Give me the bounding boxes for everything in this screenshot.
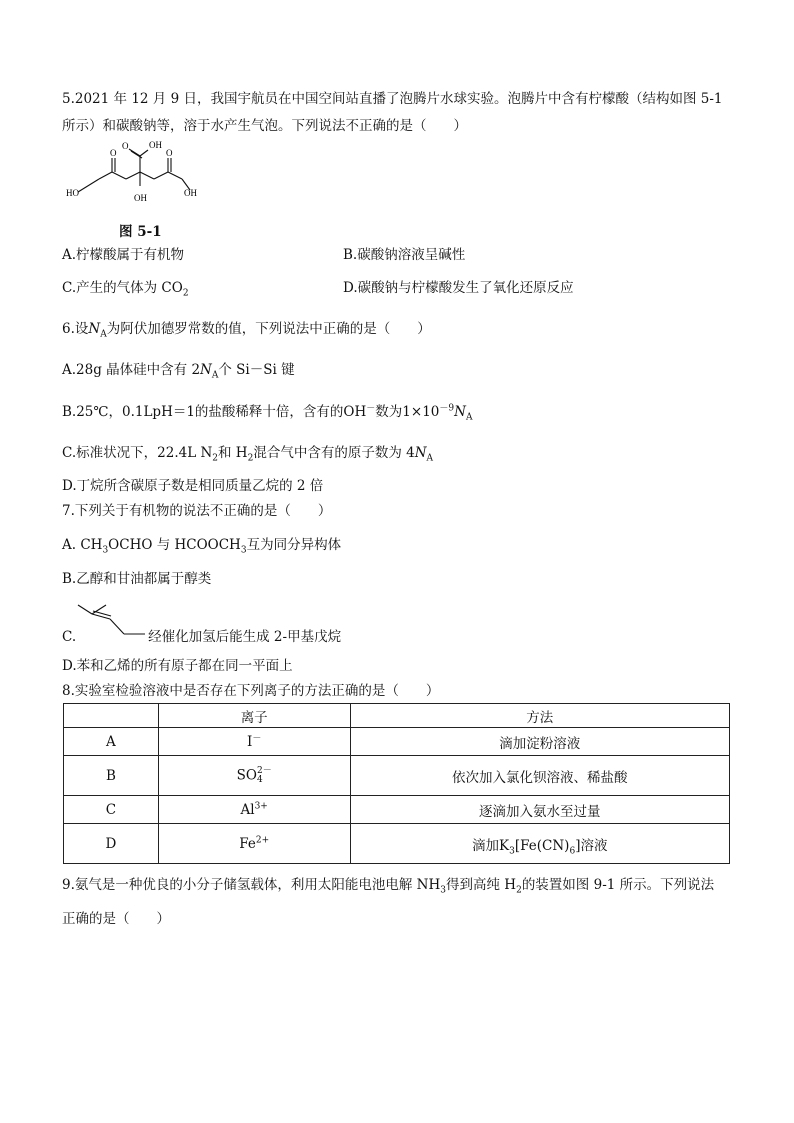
row-method: 逐滴加入氨水至过量 (350, 796, 729, 824)
header-method: 方法 (350, 704, 729, 728)
citric-oh-bottom: OH (134, 193, 147, 203)
citric-o-left: O (110, 148, 117, 158)
q7-option-a: A. $CH_3OCHO$ 与 $HCOOCH_3$互为同分异构体 (62, 537, 342, 556)
citric-oh-top: OH (149, 140, 162, 150)
row-method: 依次加入氯化钡溶液、稀盐酸 (350, 756, 729, 796)
q8-table (63, 703, 730, 864)
q5-stem-line2: 所示）和碳酸钠等，溶于水产生气泡。下列说法不正确的是（ ） (62, 118, 467, 134)
q5-option-d: D.碳酸钠与柠檬酸发生了氧化还原反应 (343, 280, 574, 296)
q5-option-b: B.碳酸钠溶液呈碱性 (343, 247, 466, 263)
q7-option-b: B.乙醇和甘油都属于醇类 (62, 571, 212, 587)
table-row (64, 728, 730, 756)
figure-5-1-label: 图 5-1 (119, 224, 162, 240)
q6-option-b: B.25℃，0.1LpH＝1的盐酸稀释十倍，含有的OH－数为$1\times 10^{-9}N_A$ (62, 403, 473, 423)
q8-stem: 8.实验室检验溶液中是否存在下列离子的方法正确的是（ ） (62, 683, 440, 699)
row-label: B (64, 756, 159, 796)
row-ion: SO2－ 4 (158, 756, 350, 796)
q7-stem: 7.下列关于有机物的说法不正确的是（ ） (62, 503, 332, 519)
header-blank (64, 704, 159, 728)
citric-o-top: O (122, 141, 129, 151)
citric-o-right: O (166, 148, 173, 158)
row-ion: I－ (158, 728, 350, 756)
table-row (64, 796, 730, 824)
row-method: 滴加淀粉溶液 (350, 728, 729, 756)
q7-option-d: D.苯和乙烯的所有原子都在同一平面上 (62, 658, 293, 674)
q9-stem-line2: 正确的是（ ） (62, 911, 170, 927)
q5-option-c: C.产生的气体为 $CO_2$ (62, 280, 189, 299)
header-ion: 离子 (158, 704, 350, 728)
table-header-row (64, 704, 730, 728)
q6-option-d: D.丁烷所含碳原子数是相同质量乙烷的 2 倍 (62, 478, 324, 494)
q9-stem-line1: 9.氨气是一种优良的小分子储氢载体，利用太阳能电池电解 $NH_3$得到高纯 $H_2$的装置如图 9-1 所示。下列说法 (62, 877, 715, 896)
q6-option-a: A.28g 晶体硅中含有 $2N_A$个 Si－Si 键 (62, 362, 295, 381)
row-label: C (64, 796, 159, 824)
row-ion: $Fe^{2+}$ (158, 824, 350, 864)
row-ion: $Al^{3+}$ (158, 796, 350, 824)
citric-acid-structure (60, 134, 220, 218)
q5-stem-line1: 5.2021 年 12 月 9 日，我国宇航员在中国空间站直播了泡腾片水球实验。泡腾片中含有柠檬酸（结构如图 5-1 (62, 91, 723, 107)
q6-stem: 6.设$N_A$为阿伏加德罗常数的值，下列说法中正确的是（ ） (62, 321, 431, 340)
row-label: D (64, 824, 159, 864)
citric-oh-right: OH (184, 188, 197, 198)
q6-option-c: C.标准状况下，22.4L $N_2$和 $H_2$混合气中含有的原子数为 $4N_A$ (62, 445, 434, 464)
row-method: 滴加$K_3[Fe(CN)_6]$溶液 (350, 824, 729, 864)
table-row (64, 756, 730, 796)
q5-option-a: A.柠檬酸属于有机物 (62, 247, 185, 263)
table-row (64, 824, 730, 864)
citric-ho-left: HO (66, 188, 79, 198)
q7-option-c: C. 经催化加氢后能生成 2-甲基戊烷 (62, 629, 342, 645)
row-label: A (64, 728, 159, 756)
